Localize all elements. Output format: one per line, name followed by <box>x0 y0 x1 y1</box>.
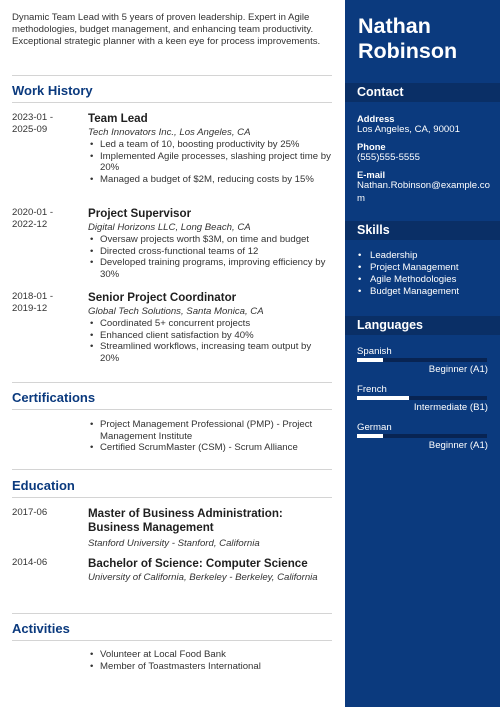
employer: Global Tech Solutions, Santa Monica, CA <box>88 306 264 317</box>
list-item: • Managed a budget of $2M, reducing costs by 15% <box>88 174 332 186</box>
education-date: 2014-06 <box>12 557 48 568</box>
list-item: • Implemented Agile processes, slashing project time by 20% <box>88 151 332 174</box>
list-item: • Volunteer at Local Food Bank <box>88 649 332 661</box>
languages-header <box>345 316 500 335</box>
section-title-education: Education <box>12 478 75 493</box>
section-title-skills: Skills <box>357 223 390 237</box>
language-bar-fill <box>357 396 409 400</box>
email-label: E-mail <box>357 169 386 180</box>
phone-value: (555)555-5555 <box>357 152 420 163</box>
list-item: • Led a team of 10, boosting productivity by 25% <box>88 139 332 151</box>
list-item: • Enhanced client satisfaction by 40% <box>88 330 332 342</box>
candidate-name: Nathan Robinson <box>358 14 458 63</box>
list-item: • Coordinated 5+ concurrent projects <box>88 318 332 330</box>
list-item: • Certified ScrumMaster (CSM) - Scrum Alliance <box>88 442 332 454</box>
address-label: Address <box>357 113 395 124</box>
work-dates: 2023-01 - 2025-09 <box>12 112 54 135</box>
job-title: Senior Project Coordinator <box>88 291 237 304</box>
section-title-contact: Contact <box>357 85 404 99</box>
employer: Tech Innovators Inc., Los Angeles, CA <box>88 127 251 138</box>
work-dates: 2018-01 - 2019-12 <box>12 291 54 314</box>
divider <box>12 382 332 383</box>
list-item: • Agile Methodologies <box>357 274 459 286</box>
list-item: • Budget Management <box>357 286 459 298</box>
language-bar <box>357 434 487 438</box>
language-level: Beginner (A1) <box>428 440 488 451</box>
sidebar <box>345 0 500 707</box>
divider <box>12 75 332 76</box>
divider <box>12 102 332 103</box>
activities-list <box>88 649 332 672</box>
section-title-activities: Activities <box>12 621 70 636</box>
language-name: Spanish <box>357 346 392 357</box>
degree: Master of Business Administration: Business Management <box>88 507 283 534</box>
section-title-languages: Languages <box>357 318 423 332</box>
language-bar <box>357 396 487 400</box>
education-date: 2017-06 <box>12 507 48 518</box>
divider <box>12 640 332 641</box>
job-title: Team Lead <box>88 112 148 125</box>
job-title: Project Supervisor <box>88 207 192 220</box>
phone-label: Phone <box>357 141 386 152</box>
language-bar-fill <box>357 434 383 438</box>
school: University of California, Berkeley - Berkeley, California <box>88 572 318 583</box>
contact-header <box>345 83 500 102</box>
language-level: Beginner (A1) <box>428 364 488 375</box>
degree: Bachelor of Science: Computer Science <box>88 557 308 570</box>
skills-list <box>357 250 459 298</box>
bullet-list <box>88 139 332 185</box>
section-title-work-history: Work History <box>12 83 93 98</box>
employer: Digital Horizons LLC, Long Beach, CA <box>88 222 251 233</box>
section-title-certifications: Certifications <box>12 390 96 405</box>
school: Stanford University - Stanford, California <box>88 538 260 549</box>
language-bar-fill <box>357 358 383 362</box>
bullet-list <box>88 318 332 364</box>
list-item: • Member of Toastmasters International <box>88 661 332 673</box>
certifications-list <box>88 419 332 454</box>
list-item: • Developed training programs, improving efficiency by 30% <box>88 257 332 280</box>
language-level: Intermediate (B1) <box>413 402 488 413</box>
list-item: • Project Management Professional (PMP) - Project Management Institute <box>88 419 332 442</box>
list-item: • Project Management <box>357 262 459 274</box>
work-dates: 2020-01 - 2022-12 <box>12 207 54 230</box>
list-item: • Leadership <box>357 250 459 262</box>
address-value: Los Angeles, CA, 90001 <box>357 124 460 135</box>
skills-header <box>345 221 500 240</box>
list-item: • Directed cross-functional teams of 12 <box>88 246 332 258</box>
divider <box>12 409 332 410</box>
language-name: French <box>357 384 387 395</box>
divider <box>12 497 332 498</box>
bullet-list <box>88 234 332 280</box>
email-value: Nathan.Robinson@example.com <box>357 180 490 204</box>
language-name: German <box>357 422 392 433</box>
summary: Dynamic Team Lead with 5 years of proven leadership. Expert in Agile methodologies, budget management, and enhancing team productivity. Exceptional strategic planner with a keen eye for process improvements. <box>12 12 321 47</box>
list-item: • Oversaw projects worth $3M, on time and budget <box>88 234 332 246</box>
language-bar <box>357 358 487 362</box>
divider <box>12 613 332 614</box>
list-item: • Streamlined workflows, increasing team output by 20% <box>88 341 332 364</box>
divider <box>12 469 332 470</box>
